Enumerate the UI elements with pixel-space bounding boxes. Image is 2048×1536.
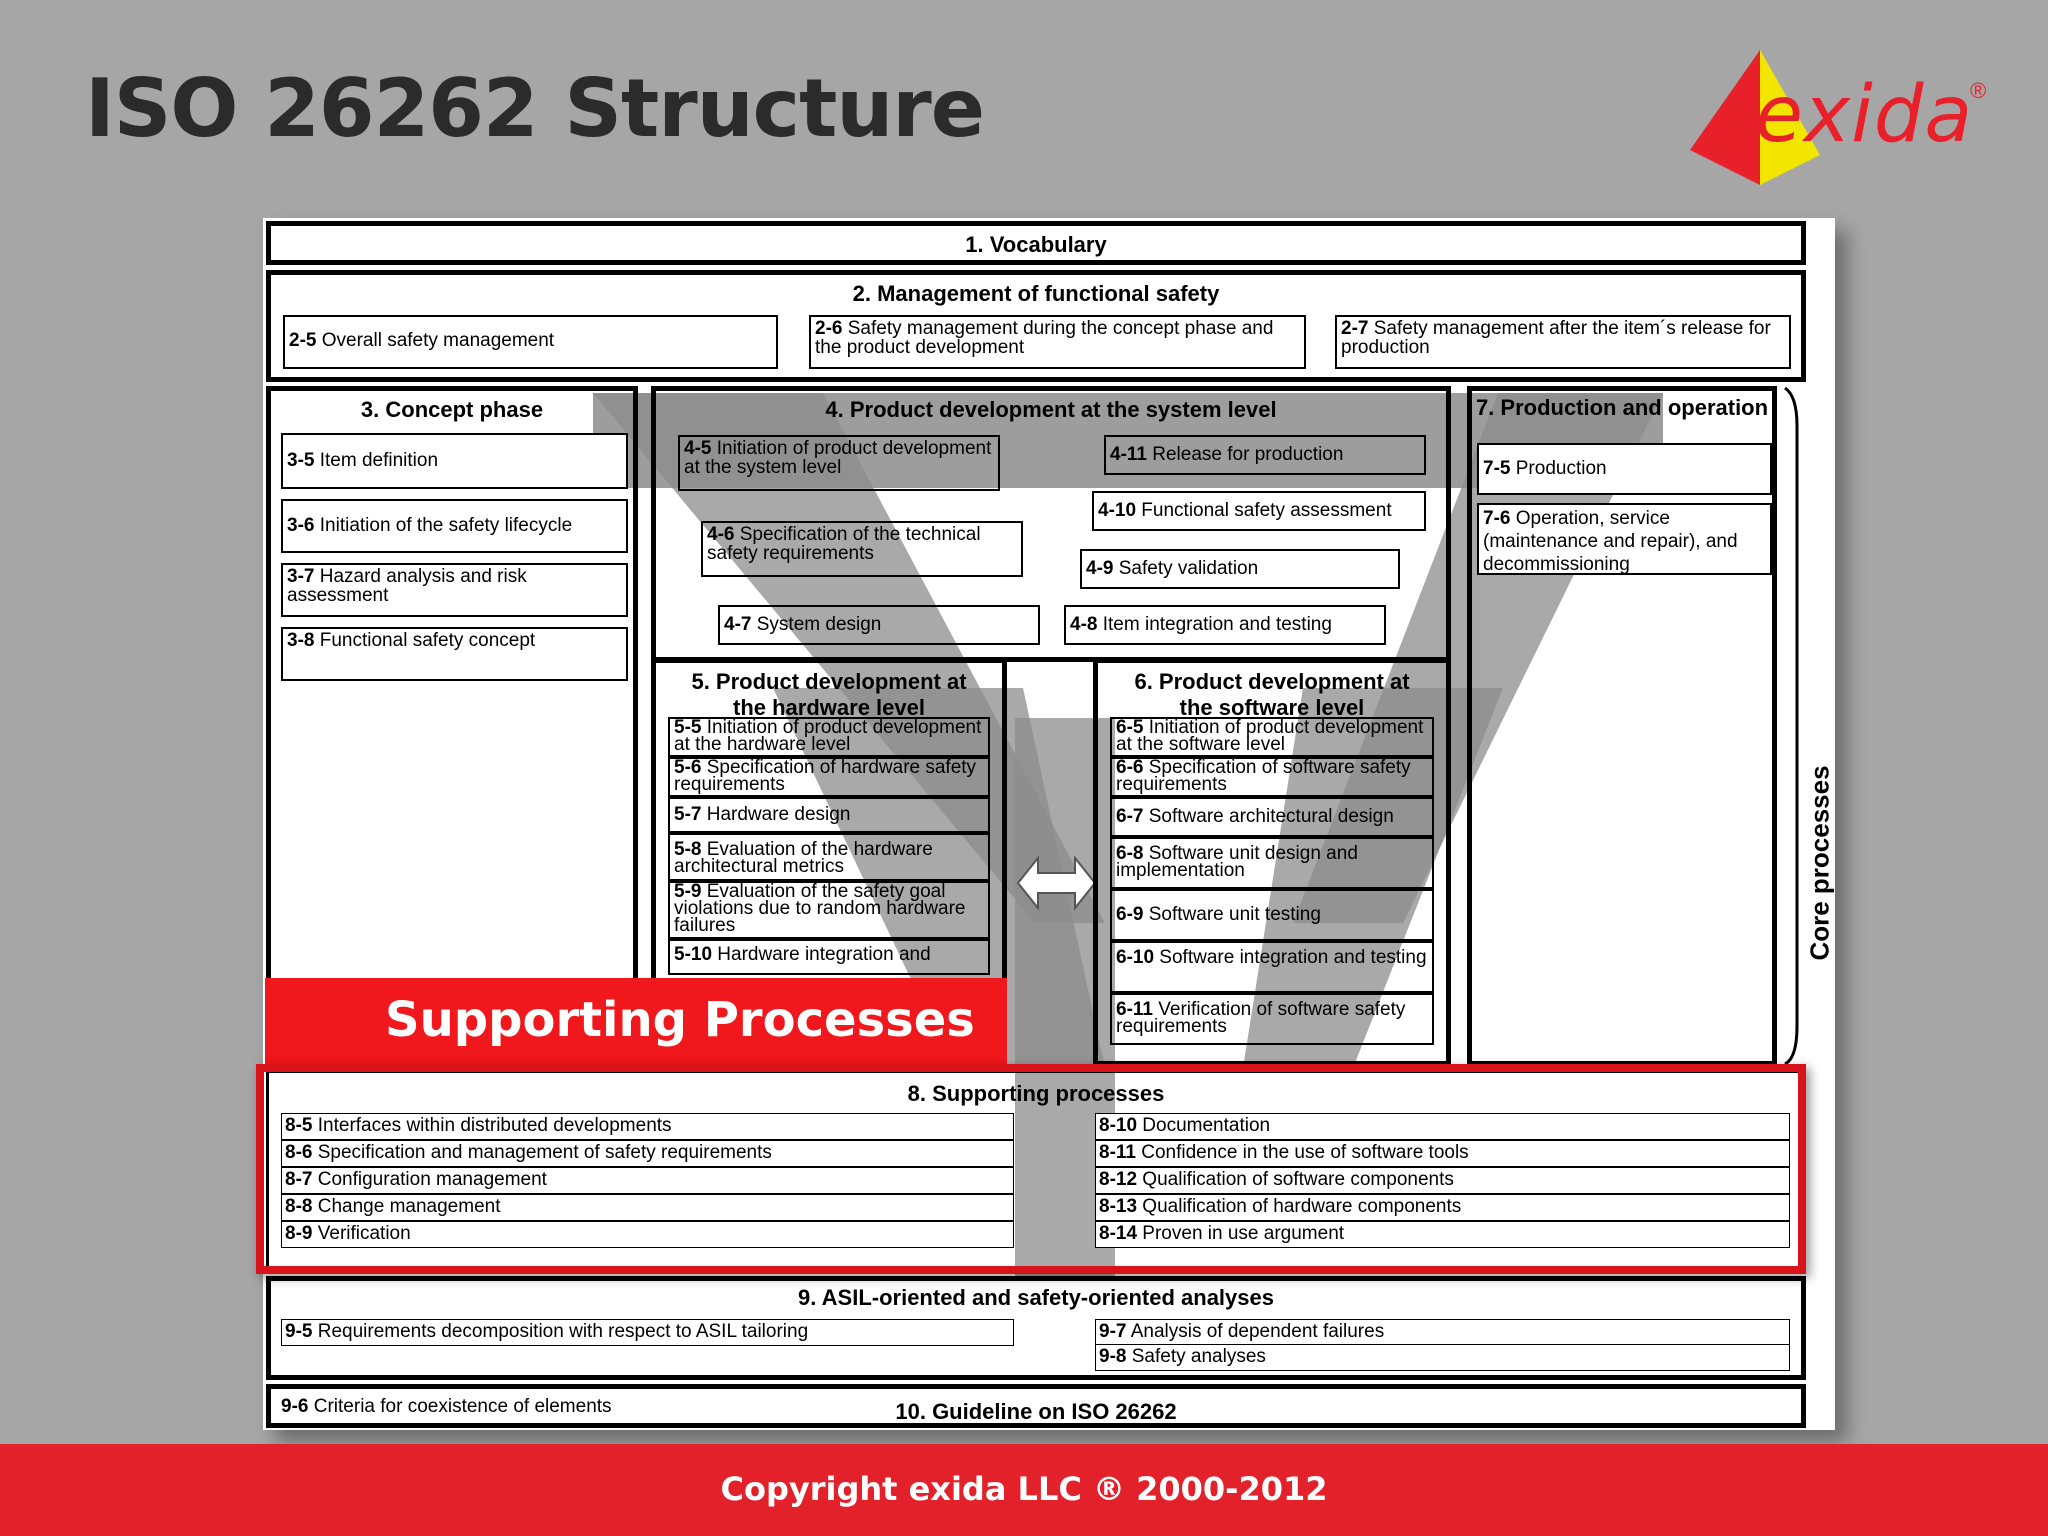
item-7-5: 7-5 Production: [1477, 443, 1772, 495]
software-level-header: 6. Product development at the software level: [1134, 669, 1410, 720]
item-9-7: 9-7 Analysis of dependent failures: [1095, 1319, 1790, 1346]
item-4-6: 4-6 Specification of the technical safety requirements: [701, 521, 1023, 577]
copyright-text: Copyright exida LLC ® 2000-2012: [720, 1470, 1328, 1508]
item-4-7: 4-7 System design: [718, 605, 1040, 645]
vocabulary-frame: [266, 221, 1806, 265]
item-8-6: 8-6 Specification and management of safety requirements: [281, 1140, 1014, 1167]
item-2-5: 2-5 Overall safety management: [283, 315, 778, 369]
page-title: ISO 26262 Structure: [85, 62, 985, 155]
item-8-7: 8-7 Configuration management: [281, 1167, 1014, 1194]
item-9-8: 9-8 Safety analyses: [1095, 1344, 1790, 1371]
management-header: 2. Management of functional safety: [852, 281, 1220, 306]
item-4-11: 4-11 Release for production: [1104, 435, 1426, 475]
asil-analyses-frame: [266, 1276, 1806, 1380]
item-5-9: 5-9 Evaluation of the safety goal violations due to random hardware failures: [668, 881, 990, 939]
item-8-8: 8-8 Change management: [281, 1194, 1014, 1221]
hardware-level-header: 5. Product development at the hardware level: [691, 669, 967, 720]
item-8-13: 8-13 Qualification of hardware components: [1095, 1194, 1790, 1221]
logo-text: exida: [1755, 70, 1974, 160]
guideline-header: 10. Guideline on ISO 26262: [895, 1399, 1177, 1424]
item-3-7: 3-7 Hazard analysis and risk assessment: [281, 563, 628, 617]
item-4-10: 4-10 Functional safety assessment: [1092, 491, 1426, 531]
item-6-9: 6-9 Software unit testing: [1110, 889, 1434, 941]
item-5-10: 5-10 Hardware integration and: [668, 939, 990, 975]
item-4-8: 4-8 Item integration and testing: [1064, 605, 1386, 645]
core-processes-label: Core processes: [1804, 765, 1835, 961]
supporting-processes-banner: Supporting Processes: [265, 978, 1007, 1066]
item-4-5: 4-5 Initiation of product development at the system level: [678, 435, 1000, 491]
asil-analyses-header: 9. ASIL-oriented and safety-oriented analyses: [798, 1285, 1274, 1310]
item-6-5: 6-5 Initiation of product development at the software level: [1110, 717, 1434, 757]
item-6-11: 6-11 Verification of software safety requirements: [1110, 993, 1434, 1045]
item-6-8: 6-8 Software unit design and implementation: [1110, 837, 1434, 889]
supporting-processes-header: 8. Supporting processes: [907, 1081, 1165, 1106]
production-frame: [1467, 386, 1777, 1066]
item-5-8: 5-8 Evaluation of the hardware architectural metrics: [668, 833, 990, 881]
item-8-11: 8-11 Confidence in the use of software tools: [1095, 1140, 1790, 1167]
vocabulary-header: 1. Vocabulary: [965, 232, 1107, 257]
concept-phase-frame: [266, 386, 638, 1066]
item-8-14: 8-14 Proven in use argument: [1095, 1221, 1790, 1248]
item-8-12: 8-12 Qualification of software components: [1095, 1167, 1790, 1194]
item-5-5: 5-5 Initiation of product development at the hardware level: [668, 717, 990, 757]
management-frame: [266, 270, 1806, 382]
supporting-processes-highlight: [256, 1064, 1806, 1274]
item-8-10: 8-10 Documentation: [1095, 1113, 1790, 1140]
item-9-6: 9-6 Criteria for coexistence of elements: [281, 1396, 612, 1417]
logo-registered-mark: ®: [1970, 78, 1987, 103]
software-level-frame: [1093, 658, 1451, 1066]
item-3-8: 3-8 Functional safety concept: [281, 627, 628, 681]
item-4-9: 4-9 Safety validation: [1080, 549, 1400, 589]
item-7-6: 7-6 Operation, service (maintenance and repair), and decommissioning: [1477, 503, 1772, 575]
item-6-7: 6-7 Software architectural design: [1110, 797, 1434, 837]
item-6-6: 6-6 Specification of software safety requirements: [1110, 757, 1434, 797]
item-5-6: 5-6 Specification of hardware safety requirements: [668, 757, 990, 797]
item-6-10: 6-10 Software integration and testing: [1110, 941, 1434, 993]
item-2-6: 2-6 Safety management during the concept phase and the product development: [809, 315, 1306, 369]
concept-phase-header: 3. Concept phase: [360, 397, 544, 422]
item-5-7: 5-7 Hardware design: [668, 797, 990, 833]
system-level-header: 4. Product development at the system level: [825, 397, 1277, 422]
guideline-frame: [266, 1384, 1806, 1428]
item-9-5: 9-5 Requirements decomposition with respect to ASIL tailoring: [281, 1319, 1014, 1346]
item-8-9: 8-9 Verification: [281, 1221, 1014, 1248]
item-3-5: 3-5 Item definition: [281, 433, 628, 489]
item-8-5: 8-5 Interfaces within distributed developments: [281, 1113, 1014, 1140]
footer: [0, 1444, 2048, 1536]
system-level-frame: [651, 386, 1451, 662]
item-2-7: 2-7 Safety management after the item´s release for production: [1335, 315, 1791, 369]
production-header: 7. Production and operation: [1475, 395, 1769, 420]
item-3-6: 3-6 Initiation of the safety lifecycle: [281, 499, 628, 553]
